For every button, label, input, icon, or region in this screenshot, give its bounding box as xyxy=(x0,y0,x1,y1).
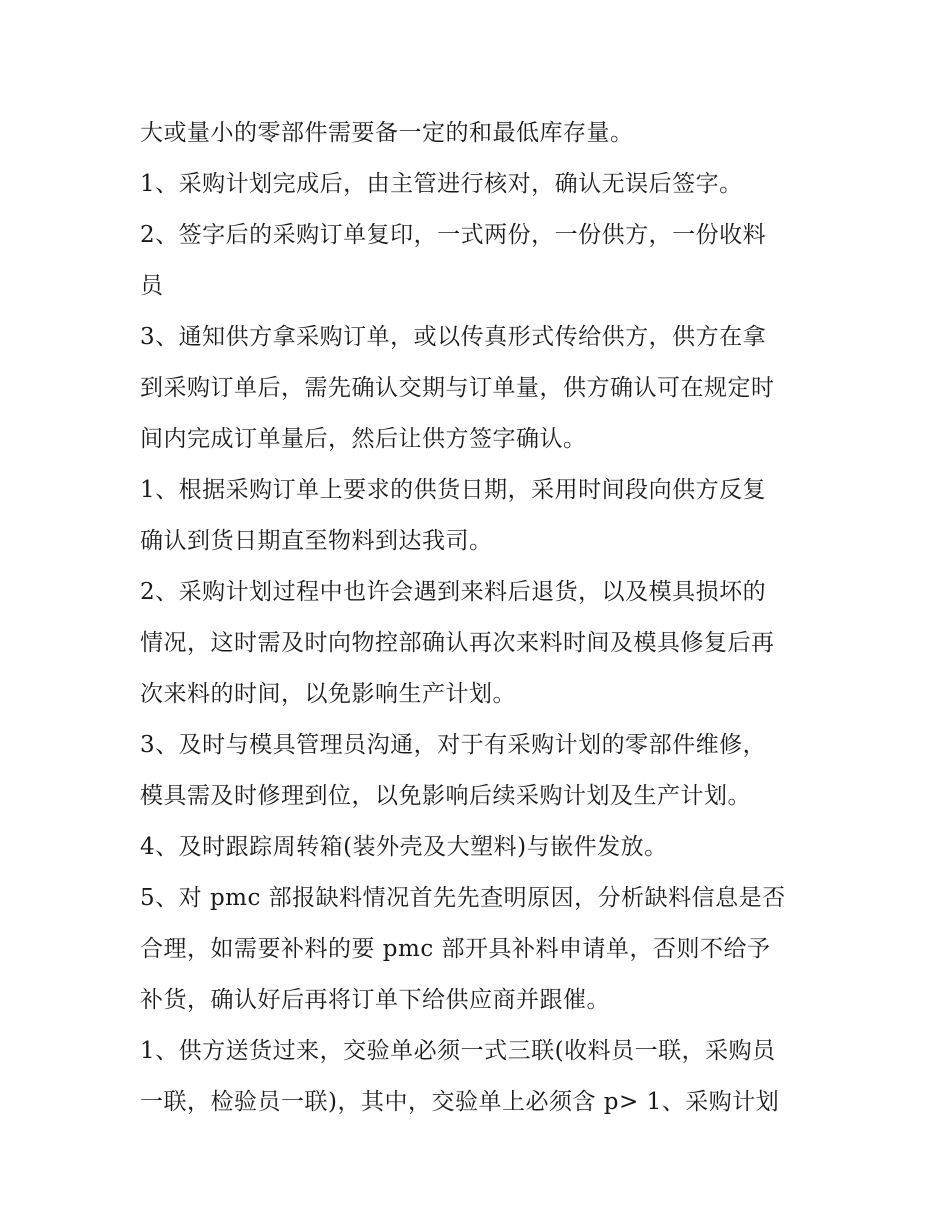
text-line: 2、采购计划过程中也许会遇到来料后退货，以及模具损坏的 xyxy=(140,579,767,605)
text-line: 大或量小的零部件需要备一定的和最低库存量。 xyxy=(140,120,634,146)
text-line: 1、供方送货过来，交验单必须一式三联(收料员一联，采购员 xyxy=(140,1038,776,1064)
text-line: 3、通知供方拿采购订单，或以传真形式传给供方，供方在拿 xyxy=(140,324,767,350)
text-line: 补货，确认好后再将订单下给供应商并跟催。 xyxy=(140,987,610,1013)
text-line: 情况，这时需及时向物控部确认再次来料时间及模具修复后再 xyxy=(140,630,775,656)
text-line: 1、采购计划完成后，由主管进行核对，确认无误后签字。 xyxy=(140,171,743,197)
text-line: 5、对 pmc 部报缺料情况首先先查明原因，分析缺料信息是否 xyxy=(140,885,786,911)
document-body xyxy=(140,108,820,1128)
text-line: 一联，检验员一联)，其中，交验单上必须含 p> 1、采购计划 xyxy=(140,1089,780,1115)
text-line: 员 xyxy=(140,273,164,299)
text-line: 3、及时与模具管理员沟通，对于有采购计划的零部件维修， xyxy=(140,732,767,758)
text-line: 合理，如需要补料的要 pmc 部开具补料申请单，否则不给予 xyxy=(140,936,771,962)
text-line: 间内完成订单量后，然后让供方签字确认。 xyxy=(140,426,587,452)
text-line: 到采购订单后，需先确认交期与订单量，供方确认可在规定时 xyxy=(140,375,775,401)
text-line: 确认到货日期直至物料到达我司。 xyxy=(140,528,493,554)
text-line: 1、根据采购订单上要求的供货日期，采用时间段向供方反复 xyxy=(140,477,767,503)
text-line: 模具需及时修理到位，以免影响后续采购计划及生产计划。 xyxy=(140,783,751,809)
text-line: 次来料的时间，以免影响生产计划。 xyxy=(140,681,516,707)
text-line: 4、及时跟踪周转箱(装外壳及大塑料)与嵌件发放。 xyxy=(140,834,668,860)
text-line: 2、签字后的采购订单复印，一式两份，一份供方，一份收料 xyxy=(140,222,767,248)
